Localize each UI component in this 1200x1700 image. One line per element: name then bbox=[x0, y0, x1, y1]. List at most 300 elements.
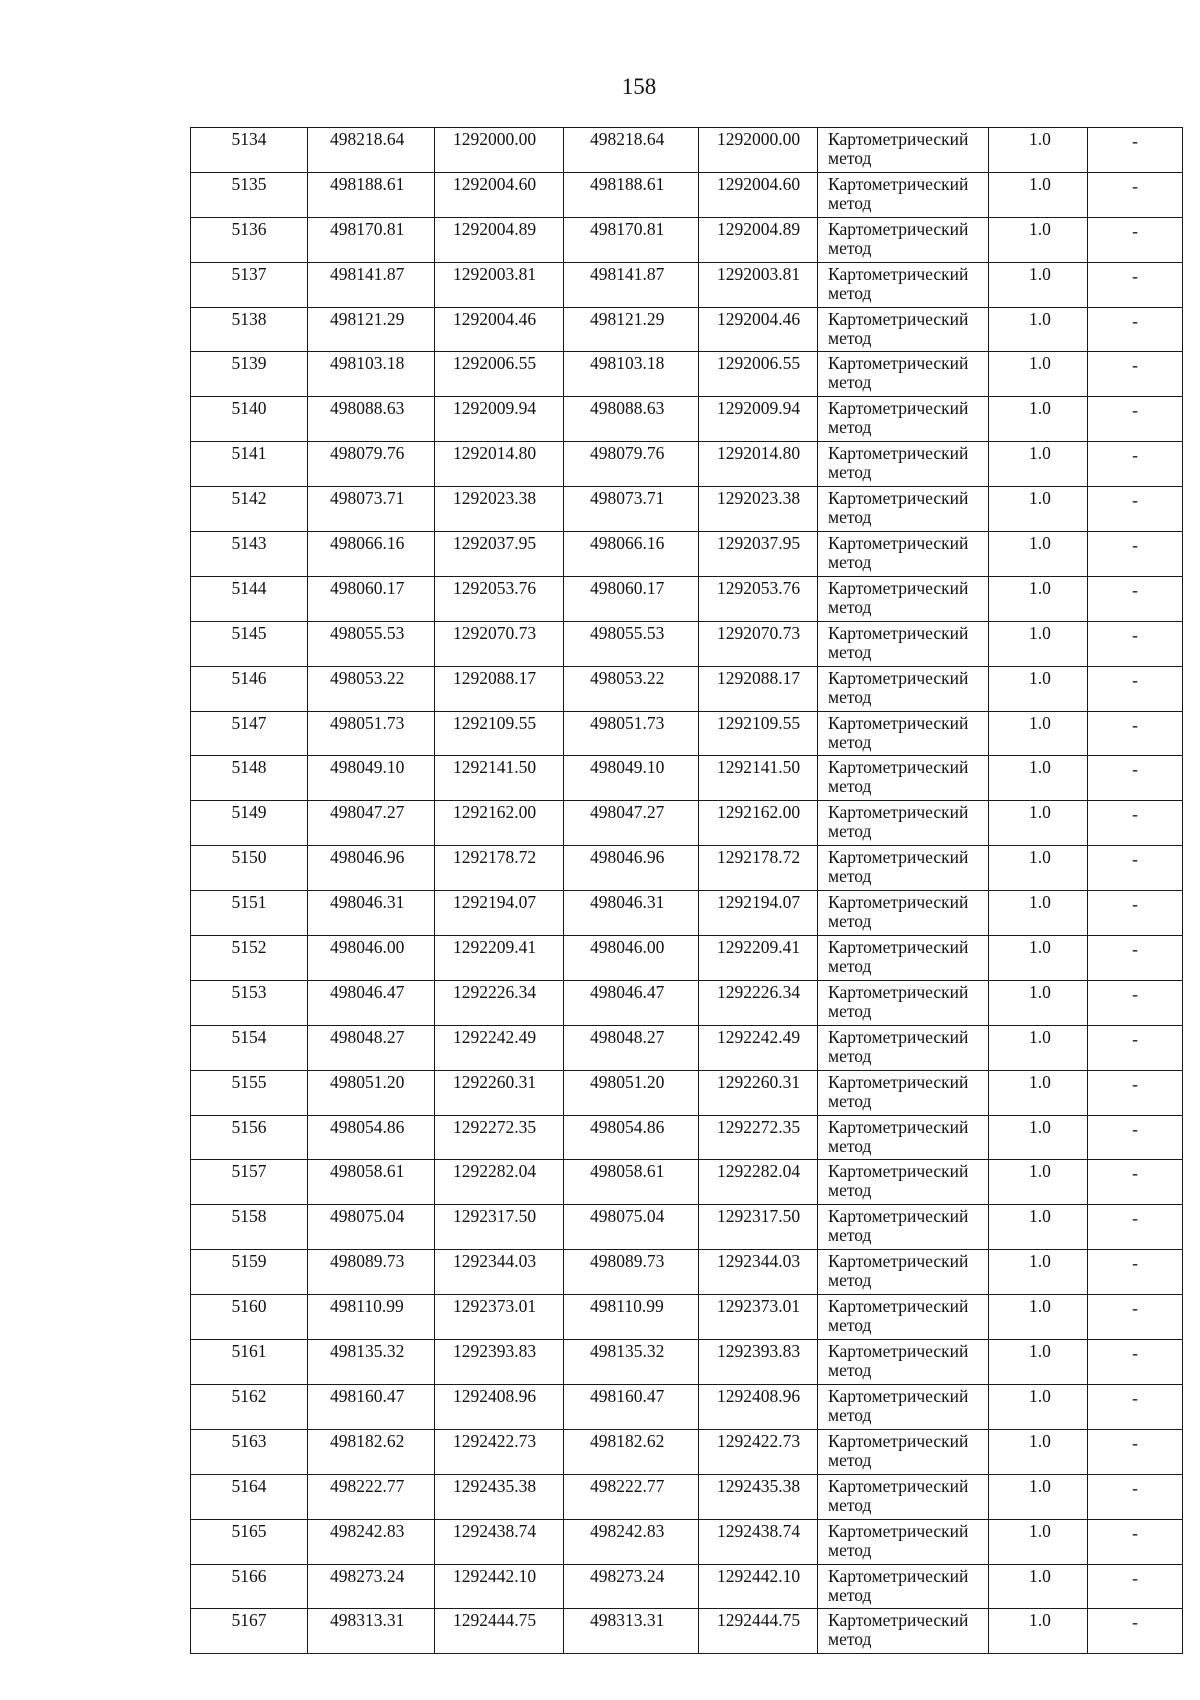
y-coordinate-value: 1292162.00 bbox=[453, 802, 537, 823]
method-cell bbox=[818, 576, 989, 621]
method-cell bbox=[818, 801, 989, 846]
x-coordinate-new-cell bbox=[564, 1564, 699, 1609]
x-coordinate-value: 498188.61 bbox=[330, 173, 405, 194]
note-value: - bbox=[1132, 1567, 1138, 1588]
x-coordinate-new-value: 498073.71 bbox=[590, 488, 665, 509]
method-cell bbox=[818, 1519, 989, 1564]
x-coordinate-cell bbox=[308, 936, 435, 981]
y-coordinate-new-value: 1292435.38 bbox=[717, 1475, 801, 1496]
x-coordinate-value: 498051.20 bbox=[330, 1071, 405, 1092]
x-coordinate-new-cell bbox=[564, 1070, 699, 1115]
accuracy-cell bbox=[989, 487, 1088, 532]
x-coordinate-new-cell bbox=[564, 442, 699, 487]
method-label-second-line: метод bbox=[828, 1225, 872, 1246]
y-coordinate-new-value: 1292004.89 bbox=[717, 218, 801, 239]
y-coordinate-new-cell bbox=[699, 576, 818, 621]
accuracy-value: 1.0 bbox=[1029, 1430, 1051, 1451]
y-coordinate-new-value: 1292023.38 bbox=[717, 488, 801, 509]
y-coordinate-value: 1292226.34 bbox=[453, 981, 537, 1002]
y-coordinate-cell bbox=[435, 487, 564, 532]
table-row bbox=[191, 487, 1183, 532]
y-coordinate-new-cell bbox=[699, 980, 818, 1025]
point-number-cell: 5159 bbox=[191, 1250, 308, 1295]
accuracy-value: 1.0 bbox=[1029, 847, 1051, 868]
method-label: Картометрический bbox=[828, 1430, 969, 1451]
table-row bbox=[191, 532, 1183, 577]
note-value: - bbox=[1132, 1522, 1138, 1543]
method-label-second-line: метод bbox=[828, 1090, 872, 1111]
x-coordinate-cell bbox=[308, 576, 435, 621]
x-coordinate-new-cell bbox=[564, 846, 699, 891]
accuracy-value: 1.0 bbox=[1029, 1251, 1051, 1272]
note-cell bbox=[1088, 352, 1183, 397]
table-row bbox=[191, 442, 1183, 487]
x-coordinate-new-cell bbox=[564, 172, 699, 217]
accuracy-cell bbox=[989, 442, 1088, 487]
x-coordinate-value: 498073.71 bbox=[330, 488, 405, 509]
point-number-cell: 5135 bbox=[191, 172, 308, 217]
accuracy-value: 1.0 bbox=[1029, 263, 1051, 284]
x-coordinate-new-cell bbox=[564, 576, 699, 621]
method-cell bbox=[818, 1384, 989, 1429]
method-label: Картометрический bbox=[828, 937, 969, 958]
note-cell bbox=[1088, 217, 1183, 262]
y-coordinate-new-value: 1292442.10 bbox=[717, 1565, 801, 1586]
table-row bbox=[191, 352, 1183, 397]
x-coordinate-new-value: 498313.31 bbox=[590, 1610, 665, 1631]
y-coordinate-new-cell bbox=[699, 172, 818, 217]
method-cell bbox=[818, 442, 989, 487]
y-coordinate-value: 1292408.96 bbox=[453, 1385, 537, 1406]
x-coordinate-cell bbox=[308, 172, 435, 217]
x-coordinate-cell bbox=[308, 1519, 435, 1564]
y-coordinate-cell bbox=[435, 1025, 564, 1070]
accuracy-cell bbox=[989, 262, 1088, 307]
y-coordinate-cell bbox=[435, 532, 564, 577]
method-cell bbox=[818, 891, 989, 936]
accuracy-value: 1.0 bbox=[1029, 1475, 1051, 1496]
method-label: Картометрический bbox=[828, 173, 969, 194]
x-coordinate-cell bbox=[308, 980, 435, 1025]
y-coordinate-new-value: 1292162.00 bbox=[717, 802, 801, 823]
y-coordinate-new-cell bbox=[699, 936, 818, 981]
accuracy-cell bbox=[989, 128, 1088, 173]
accuracy-cell bbox=[989, 397, 1088, 442]
y-coordinate-new-value: 1292178.72 bbox=[717, 847, 801, 868]
accuracy-cell bbox=[989, 1609, 1088, 1654]
accuracy-value: 1.0 bbox=[1029, 129, 1051, 149]
y-coordinate-new-cell bbox=[699, 891, 818, 936]
table-row bbox=[191, 1160, 1183, 1205]
x-coordinate-new-cell bbox=[564, 1025, 699, 1070]
accuracy-value: 1.0 bbox=[1029, 667, 1051, 688]
method-label: Картометрический bbox=[828, 218, 969, 239]
accuracy-value: 1.0 bbox=[1029, 577, 1051, 598]
method-cell bbox=[818, 1564, 989, 1609]
accuracy-cell bbox=[989, 307, 1088, 352]
x-coordinate-cell bbox=[308, 666, 435, 711]
x-coordinate-new-cell bbox=[564, 1519, 699, 1564]
y-coordinate-new-cell bbox=[699, 711, 818, 756]
y-coordinate-value: 1292442.10 bbox=[453, 1565, 537, 1586]
y-coordinate-new-value: 1292009.94 bbox=[717, 398, 801, 419]
y-coordinate-new-value: 1292141.50 bbox=[717, 757, 801, 778]
method-label: Картометрический bbox=[828, 398, 969, 419]
method-cell bbox=[818, 532, 989, 577]
x-coordinate-cell bbox=[308, 1429, 435, 1474]
x-coordinate-value: 498058.61 bbox=[330, 1161, 405, 1182]
x-coordinate-new-cell bbox=[564, 217, 699, 262]
x-coordinate-cell bbox=[308, 397, 435, 442]
method-cell bbox=[818, 666, 989, 711]
x-coordinate-new-cell bbox=[564, 262, 699, 307]
method-label: Картометрический bbox=[828, 667, 969, 688]
method-label: Картометрический bbox=[828, 892, 969, 913]
method-label-second-line: метод bbox=[828, 1315, 872, 1336]
method-label-second-line: метод bbox=[828, 911, 872, 932]
method-label-second-line: метод bbox=[828, 372, 872, 393]
x-coordinate-value: 498075.04 bbox=[330, 1206, 405, 1227]
note-cell bbox=[1088, 846, 1183, 891]
note-cell bbox=[1088, 1250, 1183, 1295]
y-coordinate-cell bbox=[435, 442, 564, 487]
method-label: Картометрический bbox=[828, 1071, 969, 1092]
note-cell bbox=[1088, 711, 1183, 756]
y-coordinate-cell bbox=[435, 1205, 564, 1250]
x-coordinate-value: 498218.64 bbox=[330, 129, 405, 149]
table-row bbox=[191, 1474, 1183, 1519]
y-coordinate-new-value: 1292000.00 bbox=[717, 129, 801, 149]
method-label: Картометрический bbox=[828, 533, 969, 554]
note-cell bbox=[1088, 1115, 1183, 1160]
accuracy-cell bbox=[989, 891, 1088, 936]
note-value: - bbox=[1132, 131, 1138, 151]
note-cell bbox=[1088, 1070, 1183, 1115]
point-number-cell: 5146 bbox=[191, 666, 308, 711]
note-value: - bbox=[1132, 535, 1138, 556]
note-value: - bbox=[1132, 759, 1138, 780]
y-coordinate-cell bbox=[435, 1340, 564, 1385]
note-value: - bbox=[1132, 1612, 1138, 1633]
point-number-cell: 5148 bbox=[191, 756, 308, 801]
x-coordinate-new-cell bbox=[564, 980, 699, 1025]
method-cell bbox=[818, 621, 989, 666]
method-label: Картометрический bbox=[828, 1475, 969, 1496]
method-cell bbox=[818, 397, 989, 442]
point-number-cell: 5153 bbox=[191, 980, 308, 1025]
x-coordinate-new-cell bbox=[564, 666, 699, 711]
x-coordinate-new-cell bbox=[564, 756, 699, 801]
y-coordinate-new-cell bbox=[699, 1429, 818, 1474]
x-coordinate-cell bbox=[308, 1564, 435, 1609]
x-coordinate-new-cell bbox=[564, 1295, 699, 1340]
method-label-second-line: метод bbox=[828, 956, 872, 977]
x-coordinate-new-value: 498088.63 bbox=[590, 398, 665, 419]
x-coordinate-value: 498088.63 bbox=[330, 398, 405, 419]
method-label: Картометрический bbox=[828, 981, 969, 1002]
x-coordinate-new-value: 498103.18 bbox=[590, 353, 665, 374]
method-label-second-line: метод bbox=[828, 1449, 872, 1470]
note-value: - bbox=[1132, 1028, 1138, 1049]
y-coordinate-new-value: 1292004.46 bbox=[717, 308, 801, 329]
x-coordinate-cell bbox=[308, 1205, 435, 1250]
note-value: - bbox=[1132, 1298, 1138, 1319]
method-label: Картометрический bbox=[828, 1251, 969, 1272]
point-number-cell: 5143 bbox=[191, 532, 308, 577]
x-coordinate-value: 498079.76 bbox=[330, 443, 405, 464]
note-value: - bbox=[1132, 220, 1138, 241]
note-cell bbox=[1088, 936, 1183, 981]
y-coordinate-new-value: 1292242.49 bbox=[717, 1026, 801, 1047]
table-row bbox=[191, 756, 1183, 801]
y-coordinate-new-cell bbox=[699, 262, 818, 307]
note-cell bbox=[1088, 172, 1183, 217]
y-coordinate-cell bbox=[435, 262, 564, 307]
accuracy-value: 1.0 bbox=[1029, 353, 1051, 374]
x-coordinate-new-cell bbox=[564, 936, 699, 981]
method-cell bbox=[818, 307, 989, 352]
y-coordinate-value: 1292393.83 bbox=[453, 1341, 537, 1362]
method-label: Картометрический bbox=[828, 1116, 969, 1137]
note-value: - bbox=[1132, 939, 1138, 960]
method-label-second-line: метод bbox=[828, 596, 872, 617]
x-coordinate-value: 498060.17 bbox=[330, 577, 405, 598]
x-coordinate-new-value: 498160.47 bbox=[590, 1385, 665, 1406]
note-value: - bbox=[1132, 624, 1138, 645]
y-coordinate-new-value: 1292006.55 bbox=[717, 353, 801, 374]
method-cell bbox=[818, 1340, 989, 1385]
x-coordinate-new-cell bbox=[564, 621, 699, 666]
table-row bbox=[191, 1295, 1183, 1340]
y-coordinate-new-value: 1292037.95 bbox=[717, 533, 801, 554]
x-coordinate-cell bbox=[308, 621, 435, 666]
point-number-cell: 5158 bbox=[191, 1205, 308, 1250]
y-coordinate-new-cell bbox=[699, 352, 818, 397]
x-coordinate-cell bbox=[308, 1609, 435, 1654]
accuracy-cell bbox=[989, 1429, 1088, 1474]
x-coordinate-new-value: 498066.16 bbox=[590, 533, 665, 554]
y-coordinate-new-value: 1292194.07 bbox=[717, 892, 801, 913]
table-row bbox=[191, 891, 1183, 936]
method-cell bbox=[818, 1115, 989, 1160]
y-coordinate-new-value: 1292317.50 bbox=[717, 1206, 801, 1227]
x-coordinate-new-cell bbox=[564, 1384, 699, 1429]
method-label-second-line: метод bbox=[828, 282, 872, 303]
y-coordinate-new-value: 1292438.74 bbox=[717, 1520, 801, 1541]
accuracy-cell bbox=[989, 1070, 1088, 1115]
x-coordinate-new-value: 498242.83 bbox=[590, 1520, 665, 1541]
x-coordinate-cell bbox=[308, 1474, 435, 1519]
y-coordinate-new-cell bbox=[699, 801, 818, 846]
accuracy-value: 1.0 bbox=[1029, 398, 1051, 419]
y-coordinate-new-value: 1292444.75 bbox=[717, 1610, 801, 1631]
y-coordinate-new-value: 1292373.01 bbox=[717, 1296, 801, 1317]
x-coordinate-new-cell bbox=[564, 1429, 699, 1474]
x-coordinate-value: 498103.18 bbox=[330, 353, 405, 374]
x-coordinate-new-value: 498075.04 bbox=[590, 1206, 665, 1227]
method-label: Картометрический bbox=[828, 847, 969, 868]
method-cell bbox=[818, 352, 989, 397]
method-label: Картометрический bbox=[828, 1520, 969, 1541]
method-cell bbox=[818, 711, 989, 756]
y-coordinate-value: 1292023.38 bbox=[453, 488, 537, 509]
y-coordinate-value: 1292003.81 bbox=[453, 263, 537, 284]
accuracy-cell bbox=[989, 936, 1088, 981]
x-coordinate-value: 498054.86 bbox=[330, 1116, 405, 1137]
y-coordinate-new-value: 1292282.04 bbox=[717, 1161, 801, 1182]
point-number-cell: 5161 bbox=[191, 1340, 308, 1385]
point-number-cell: 5137 bbox=[191, 262, 308, 307]
y-coordinate-new-cell bbox=[699, 1205, 818, 1250]
y-coordinate-new-value: 1292003.81 bbox=[717, 263, 801, 284]
x-coordinate-new-value: 498089.73 bbox=[590, 1251, 665, 1272]
accuracy-value: 1.0 bbox=[1029, 308, 1051, 329]
note-cell bbox=[1088, 442, 1183, 487]
point-number-cell: 5142 bbox=[191, 487, 308, 532]
accuracy-value: 1.0 bbox=[1029, 1520, 1051, 1541]
accuracy-value: 1.0 bbox=[1029, 533, 1051, 554]
y-coordinate-new-cell bbox=[699, 487, 818, 532]
note-cell bbox=[1088, 1205, 1183, 1250]
method-cell bbox=[818, 1295, 989, 1340]
x-coordinate-new-cell bbox=[564, 352, 699, 397]
note-value: - bbox=[1132, 804, 1138, 825]
y-coordinate-new-cell bbox=[699, 1025, 818, 1070]
x-coordinate-new-cell bbox=[564, 1160, 699, 1205]
y-coordinate-new-value: 1292209.41 bbox=[717, 937, 801, 958]
y-coordinate-value: 1292053.76 bbox=[453, 577, 537, 598]
y-coordinate-new-value: 1292393.83 bbox=[717, 1341, 801, 1362]
method-label-second-line: метод bbox=[828, 462, 872, 483]
y-coordinate-new-value: 1292109.55 bbox=[717, 712, 801, 733]
note-value: - bbox=[1132, 1477, 1138, 1498]
method-cell bbox=[818, 487, 989, 532]
y-coordinate-cell bbox=[435, 1474, 564, 1519]
method-label-second-line: метод bbox=[828, 731, 872, 752]
y-coordinate-value: 1292088.17 bbox=[453, 667, 537, 688]
x-coordinate-new-value: 498273.24 bbox=[590, 1565, 665, 1586]
x-coordinate-value: 498049.10 bbox=[330, 757, 405, 778]
x-coordinate-new-cell bbox=[564, 1474, 699, 1519]
method-label-second-line: метод bbox=[828, 776, 872, 797]
method-label-second-line: метод bbox=[828, 1180, 872, 1201]
method-label-second-line: метод bbox=[828, 686, 872, 707]
note-value: - bbox=[1132, 1387, 1138, 1408]
method-label-second-line: метод bbox=[828, 821, 872, 842]
note-cell bbox=[1088, 1295, 1183, 1340]
x-coordinate-new-value: 498218.64 bbox=[590, 129, 665, 149]
method-cell bbox=[818, 1160, 989, 1205]
y-coordinate-cell bbox=[435, 172, 564, 217]
note-cell bbox=[1088, 307, 1183, 352]
y-coordinate-value: 1292004.89 bbox=[453, 218, 537, 239]
y-coordinate-value: 1292444.75 bbox=[453, 1610, 537, 1631]
y-coordinate-new-cell bbox=[699, 442, 818, 487]
x-coordinate-value: 498273.24 bbox=[330, 1565, 405, 1586]
note-value: - bbox=[1132, 1208, 1138, 1229]
x-coordinate-value: 498121.29 bbox=[330, 308, 405, 329]
x-coordinate-new-value: 498222.77 bbox=[590, 1475, 665, 1496]
accuracy-value: 1.0 bbox=[1029, 1206, 1051, 1227]
note-cell bbox=[1088, 1429, 1183, 1474]
y-coordinate-cell bbox=[435, 128, 564, 173]
method-label-second-line: метод bbox=[828, 507, 872, 528]
x-coordinate-cell bbox=[308, 711, 435, 756]
accuracy-value: 1.0 bbox=[1029, 1116, 1051, 1137]
point-number-cell: 5165 bbox=[191, 1519, 308, 1564]
table-row bbox=[191, 666, 1183, 711]
method-label: Картометрический bbox=[828, 577, 969, 598]
y-coordinate-value: 1292006.55 bbox=[453, 353, 537, 374]
table-row bbox=[191, 1070, 1183, 1115]
method-label: Картометрический bbox=[828, 757, 969, 778]
accuracy-value: 1.0 bbox=[1029, 218, 1051, 239]
accuracy-value: 1.0 bbox=[1029, 1296, 1051, 1317]
x-coordinate-new-value: 498051.73 bbox=[590, 712, 665, 733]
accuracy-value: 1.0 bbox=[1029, 712, 1051, 733]
x-coordinate-new-cell bbox=[564, 532, 699, 577]
accuracy-cell bbox=[989, 980, 1088, 1025]
x-coordinate-new-value: 498182.62 bbox=[590, 1430, 665, 1451]
y-coordinate-new-cell bbox=[699, 1519, 818, 1564]
y-coordinate-cell bbox=[435, 576, 564, 621]
method-label: Картометрический bbox=[828, 712, 969, 733]
table-row bbox=[191, 307, 1183, 352]
method-cell bbox=[818, 262, 989, 307]
point-number-cell: 5141 bbox=[191, 442, 308, 487]
note-value: - bbox=[1132, 1118, 1138, 1139]
y-coordinate-value: 1292272.35 bbox=[453, 1116, 537, 1137]
accuracy-value: 1.0 bbox=[1029, 1026, 1051, 1047]
table-row bbox=[191, 1250, 1183, 1295]
x-coordinate-cell bbox=[308, 128, 435, 173]
x-coordinate-cell bbox=[308, 307, 435, 352]
x-coordinate-cell bbox=[308, 1295, 435, 1340]
x-coordinate-cell bbox=[308, 1250, 435, 1295]
method-cell bbox=[818, 980, 989, 1025]
point-number-cell: 5162 bbox=[191, 1384, 308, 1429]
point-number-cell: 5136 bbox=[191, 217, 308, 262]
x-coordinate-new-cell bbox=[564, 1250, 699, 1295]
method-label-second-line: метод bbox=[828, 1584, 872, 1605]
method-label-second-line: метод bbox=[828, 327, 872, 348]
x-coordinate-new-value: 498060.17 bbox=[590, 577, 665, 598]
point-number-cell: 5163 bbox=[191, 1429, 308, 1474]
point-number-cell: 5157 bbox=[191, 1160, 308, 1205]
point-number-cell: 5140 bbox=[191, 397, 308, 442]
note-value: - bbox=[1132, 849, 1138, 870]
note-value: - bbox=[1132, 445, 1138, 466]
y-coordinate-value: 1292000.00 bbox=[453, 129, 537, 149]
accuracy-cell bbox=[989, 846, 1088, 891]
x-coordinate-new-value: 498046.00 bbox=[590, 937, 665, 958]
y-coordinate-new-cell bbox=[699, 1115, 818, 1160]
table-row bbox=[191, 172, 1183, 217]
method-cell bbox=[818, 1609, 989, 1654]
accuracy-cell bbox=[989, 352, 1088, 397]
x-coordinate-value: 498048.27 bbox=[330, 1026, 405, 1047]
x-coordinate-new-cell bbox=[564, 128, 699, 173]
note-cell bbox=[1088, 128, 1183, 173]
method-label-second-line: метод bbox=[828, 192, 872, 213]
x-coordinate-value: 498051.73 bbox=[330, 712, 405, 733]
table-row bbox=[191, 397, 1183, 442]
note-cell bbox=[1088, 1340, 1183, 1385]
accuracy-cell bbox=[989, 1564, 1088, 1609]
y-coordinate-value: 1292194.07 bbox=[453, 892, 537, 913]
method-cell bbox=[818, 128, 989, 173]
y-coordinate-new-cell bbox=[699, 666, 818, 711]
